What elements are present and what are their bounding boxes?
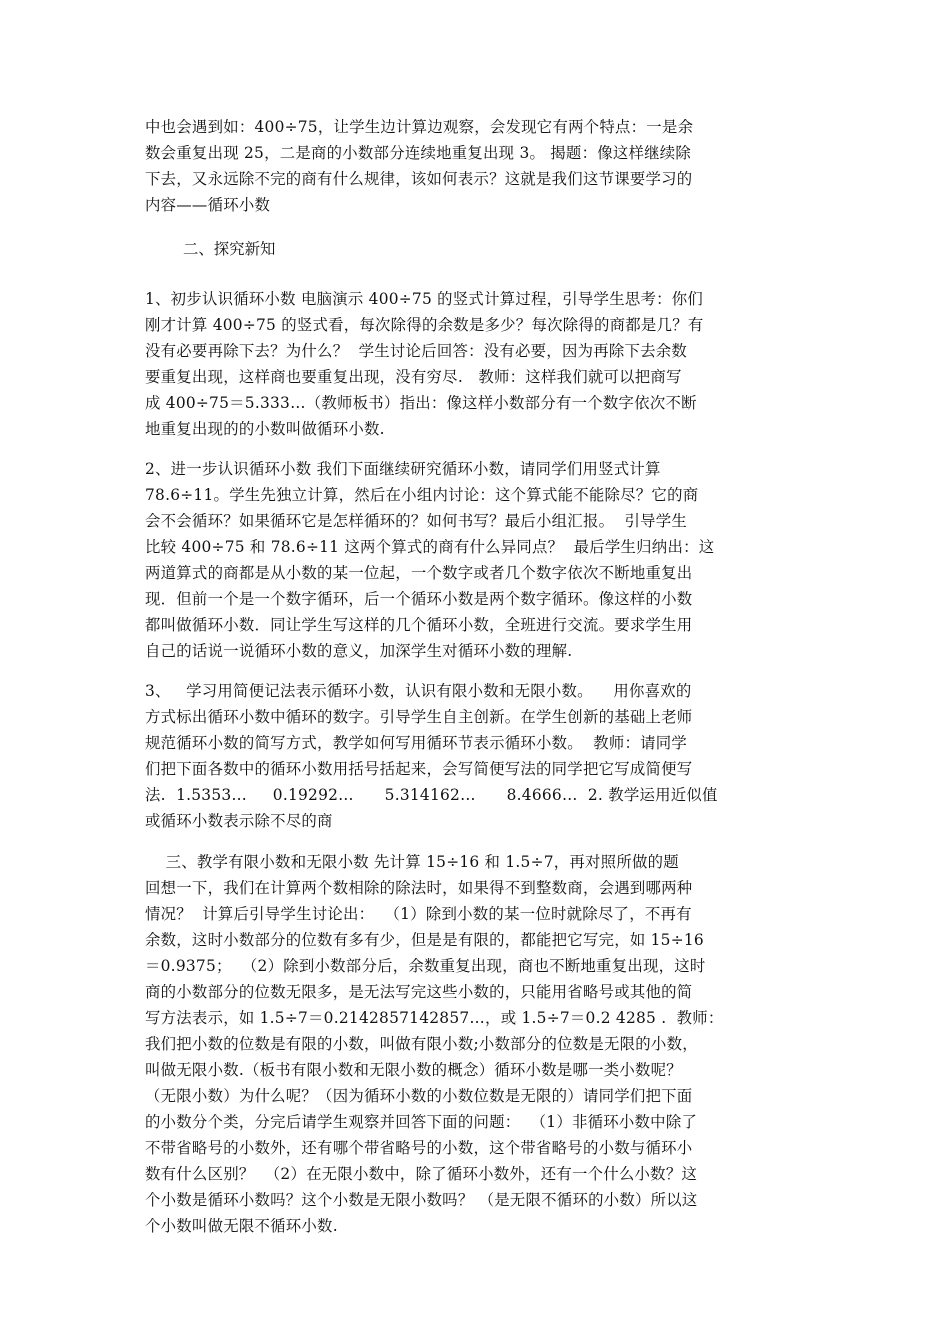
- paragraph-intro: [145, 114, 693, 218]
- text-line: 两道算式的商都是从小数的某一位起，一个数字或者几个数字依次不断地重复出: [145, 564, 693, 582]
- text-line: 比较 400÷75 和 78.6÷11 这两个算式的商有什么异同点？ 最后学生归纳出：这: [145, 538, 715, 556]
- text-line: 1、初步认识循环小数 电脑演示 400÷75 的竖式计算过程，引导学生思考：你们: [145, 290, 704, 308]
- text-line: 规范循环小数的简写方式，教学如何写用循环节表示循环小数。 教师：请同学: [145, 734, 688, 752]
- text-line: 内容——循环小数: [145, 196, 271, 214]
- text-line: 78.6÷11。学生先独立计算，然后在小组内讨论：这个算式能不能除尽？它的商: [145, 486, 699, 504]
- text-line: 个小数叫做无限不循环小数.: [145, 1217, 338, 1235]
- text-line: 不带省略号的小数外，还有哪个带省略号的小数，这个带省略号的小数与循环小: [145, 1139, 693, 1157]
- paragraph-section-1: [145, 286, 704, 442]
- text-line: 会不会循环？如果循环它是怎样循环的？如何书写？最后小组汇报。 引导学生: [145, 512, 688, 530]
- text-line: 三、教学有限小数和无限小数 先计算 15÷16 和 1.5÷7，再对照所做的题: [145, 853, 679, 871]
- text-line: 法. 1.5353… 0.19292… 5.314162… 8.4666… 2. 教学运用近似值: [145, 786, 718, 804]
- text-line: 个小数是循环小数吗？这个小数是无限小数吗？ （是无限不循环的小数）所以这: [145, 1191, 698, 1209]
- paragraph-section-3: [145, 678, 718, 834]
- paragraph-section-three: [145, 849, 724, 1239]
- text-line: 写方法表示，如 1.5÷7＝0.2142857142857…，或 1.5÷7＝0.2 4285 . 教师：: [145, 1009, 724, 1027]
- text-line: 3、 学习用简便记法表示循环小数，认识有限小数和无限小数。 用你喜欢的: [145, 682, 692, 700]
- text-line: 方式标出循环小数中循环的数字。引导学生自主创新。在学生创新的基础上老师: [145, 708, 693, 726]
- text-line: 都叫做循环小数．同让学生写这样的几个循环小数，全班进行交流。要求学生用: [145, 616, 693, 634]
- text-line: 现．但前一个是一个数字循环，后一个循环小数是两个数字循环。像这样的小数: [145, 590, 693, 608]
- text-line: 要重复出现，这样商也要重复出现，没有穷尽. 教师：这样我们就可以把商写: [145, 368, 682, 386]
- text-line: 叫做无限小数.（板书有限小数和无限小数的概念）循环小数是哪一类小数呢？: [145, 1061, 682, 1079]
- text-line: 余数，这时小数部分的位数有多有少，但是是有限的，都能把它写完，如 15÷16: [145, 931, 704, 949]
- text-line: 回想一下，我们在计算两个数相除的除法时，如果得不到整数商，会遇到哪两种: [145, 879, 693, 897]
- text-line: 数有什么区别？ （2）在无限小数中，除了循环小数外，还有一个什么小数？这: [145, 1165, 698, 1183]
- text-line: 成 400÷75＝5.333…（教师板书）指出：像这样小数部分有一个数字依次不断: [145, 394, 697, 412]
- text-line: 情况？ 计算后引导学生讨论出： （1）除到小数的某一位时就除尽了，不再有: [145, 905, 692, 923]
- text-line: 地重复出现的的小数叫做循环小数.: [145, 420, 385, 438]
- text-line: 没有必要再除下去？为什么？ 学生讨论后回答：没有必要，因为再除下去余数: [145, 342, 688, 360]
- text-line: 我们把小数的位数是有限的小数，叫做有限小数;小数部分的位数是无限的小数，: [145, 1035, 698, 1053]
- text-line: 数会重复出现 25，二是商的小数部分连续地重复出现 3。 揭题：像这样继续除: [145, 144, 692, 162]
- text-line: ＝0.9375； （2）除到小数部分后，余数重复出现，商也不断地重复出现，这时: [145, 957, 706, 975]
- text-line: 或循环小数表示除不尽的商: [145, 812, 333, 830]
- text-line: 们把下面各数中的循环小数用括号括起来，会写简便写法的同学把它写成简便写: [145, 760, 693, 778]
- section-heading: 二、探究新知: [183, 240, 276, 258]
- text-line: 下去，又永远除不完的商有什么规律，该如何表示？这就是我们这节课要学习的: [145, 170, 693, 188]
- text-line: 商的小数部分的位数无限多，是无法写完这些小数的，只能用省略号或其他的简: [145, 983, 693, 1001]
- text-line: 中也会遇到如：400÷75，让学生边计算边观察，会发现它有两个特点：一是余: [145, 118, 694, 136]
- text-line: （无限小数）为什么呢？（因为循环小数的小数位数是无限的）请同学们把下面: [145, 1087, 693, 1105]
- text-line: 自己的话说一说循环小数的意义，加深学生对循环小数的理解.: [145, 642, 573, 660]
- text-line: 的小数分个类，分完后请学生观察并回答下面的问题： （1）非循环小数中除了: [145, 1113, 698, 1131]
- paragraph-section-2: [145, 456, 714, 664]
- text-line: 2、进一步认识循环小数 我们下面继续研究循环小数，请同学们用竖式计算: [145, 460, 661, 478]
- text-line: 刚才计算 400÷75 的竖式看，每次除得的余数是多少？每次除得的商都是几？有: [145, 316, 704, 334]
